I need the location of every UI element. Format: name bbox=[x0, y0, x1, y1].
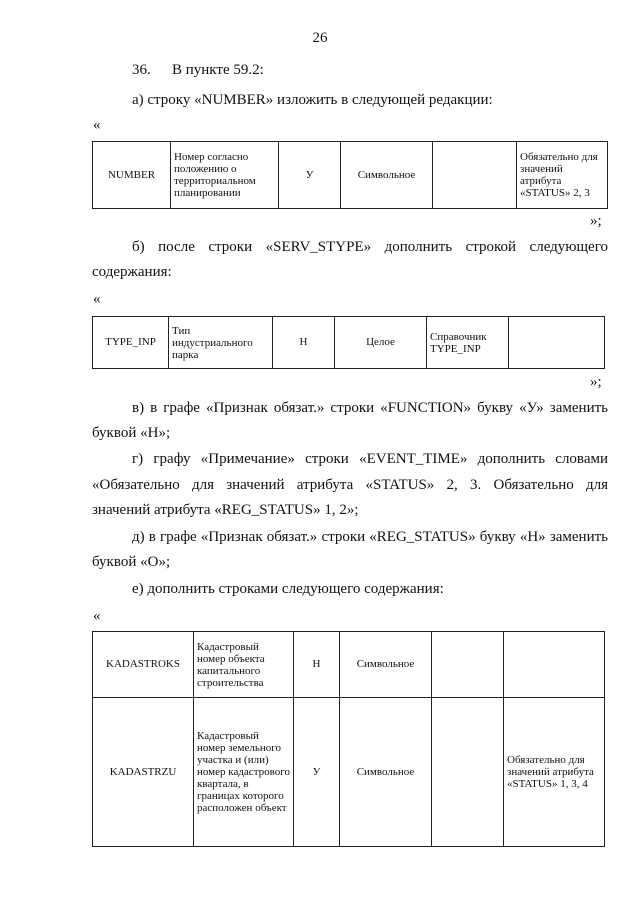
open-quote-3: « bbox=[93, 608, 101, 624]
cell-note: Обязательно для значений атрибута «STATUS» 2, 3 bbox=[517, 142, 608, 209]
cell-description: Кадастровый номер объекта капитального строительства bbox=[194, 632, 294, 698]
paragraph-b-line1: б) после строки «SERV_STYPE» дополнить строкой следующего bbox=[132, 239, 608, 255]
cell-required: Н bbox=[294, 632, 340, 698]
cell-description: Тип индустриального парка bbox=[169, 317, 273, 369]
paragraph-a: а) строку «NUMBER» изложить в следующей редакции: bbox=[132, 92, 493, 108]
paragraph-d-line3: значений атрибута «REG_STATUS» 1, 2»; bbox=[92, 502, 359, 518]
cell-required: У bbox=[294, 698, 340, 847]
paragraph-c-line2: буквой «Н»; bbox=[92, 425, 171, 441]
paragraph-d-line2: «Обязательно для значений атрибута «STATUS» 2, 3. Обязательно для bbox=[92, 477, 608, 493]
cell-reference: Справочник TYPE_INP bbox=[427, 317, 509, 369]
paragraph-d-line1: г) графу «Примечание» строки «EVENT_TIME» дополнить словами bbox=[132, 451, 608, 467]
page-number: 26 bbox=[312, 30, 328, 46]
cell-code: TYPE_INP bbox=[93, 317, 169, 369]
paragraph-f: е) дополнить строками следующего содержания: bbox=[132, 581, 444, 597]
cell-reference bbox=[433, 142, 517, 209]
cell-reference bbox=[432, 632, 504, 698]
table-type-inp-row bbox=[92, 316, 605, 369]
cell-type: Символьное bbox=[340, 632, 432, 698]
table-number-row bbox=[92, 141, 608, 209]
cell-code: KADASTRZU bbox=[93, 698, 194, 847]
cell-code: KADASTROKS bbox=[93, 632, 194, 698]
paragraph-b-line2: содержания: bbox=[92, 264, 172, 280]
item-intro: В пункте 59.2: bbox=[172, 62, 264, 78]
table-row bbox=[93, 142, 608, 209]
cell-description: Номер согласно положению о территориальном планировании bbox=[171, 142, 279, 209]
cell-reference bbox=[432, 698, 504, 847]
open-quote-2: « bbox=[93, 291, 101, 307]
cell-description: Кадастровый номер земельного участка и (или) номер кадастрового квартала, в границах которого расположен объект bbox=[194, 698, 294, 847]
paragraph-e-line1: д) в графе «Признак обязат.» строки «REG_STATUS» букву «Н» заменить bbox=[132, 529, 608, 545]
cell-note bbox=[509, 317, 605, 369]
paragraph-c-line1: в) в графе «Признак обязат.» строки «FUNCTION» букву «У» заменить bbox=[132, 400, 608, 416]
cell-type: Символьное bbox=[340, 698, 432, 847]
cell-note: Обязательно для значений атрибута «STATUS» 1, 3, 4 bbox=[504, 698, 605, 847]
table-new-rows bbox=[92, 631, 605, 847]
item-number: 36. bbox=[132, 62, 151, 78]
cell-required: Н bbox=[273, 317, 335, 369]
open-quote-1: « bbox=[93, 117, 101, 133]
cell-type: Целое bbox=[335, 317, 427, 369]
table-row bbox=[93, 317, 605, 369]
cell-required: У bbox=[279, 142, 341, 209]
close-quote-2: »; bbox=[590, 374, 602, 390]
table-row bbox=[93, 632, 605, 698]
cell-code: NUMBER bbox=[93, 142, 171, 209]
close-quote-1: »; bbox=[590, 213, 602, 229]
paragraph-e-line2: буквой «О»; bbox=[92, 554, 171, 570]
table-row bbox=[93, 698, 605, 847]
cell-note bbox=[504, 632, 605, 698]
cell-type: Символьное bbox=[341, 142, 433, 209]
